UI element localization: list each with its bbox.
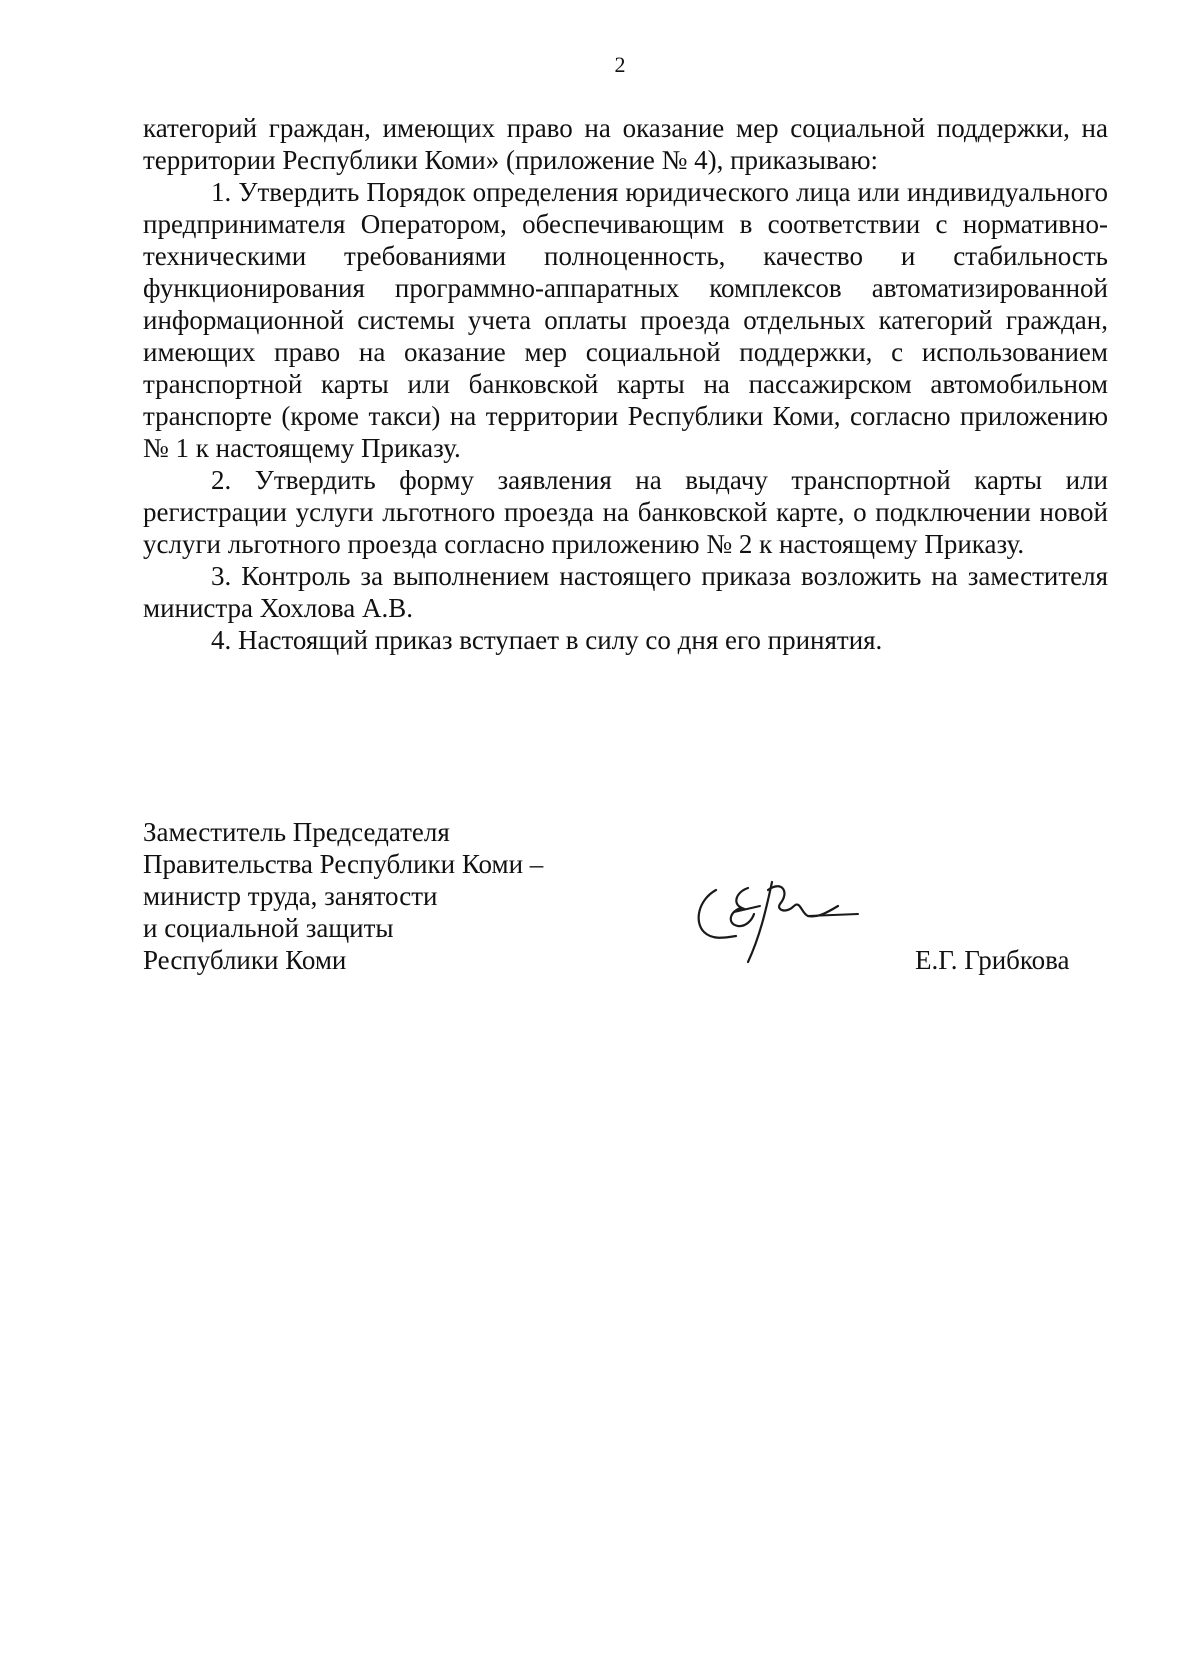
signatory-title-block — [143, 816, 543, 976]
signatory-title-line: Правительства Республики Коми – — [143, 849, 544, 879]
signatory-title-line: министр труда, занятости — [143, 881, 438, 911]
paragraph-item-1: 1. Утвердить Порядок определения юридического лица или индивидуального предпринимателя Оператором, обеспечивающим в соответствии с нормативно-техническими требованиями полноценность, качество и стабильность функционирования программно-аппаратных комплексов автоматизированной информационной системы учета оплаты проезда отдельных категорий граждан, имеющих право на оказание мер социальной поддержки, с использованием транспортной карты или банковской карты на пассажирском автомобильном транспорте (кроме такси) на территории Республики Коми, согласно приложению № 1 к настоящему Приказу. — [143, 177, 1108, 463]
document-body — [143, 112, 1108, 656]
signatory-title-line: и социальной защиты — [143, 913, 394, 943]
paragraph-item-4: 4. Настоящий приказ вступает в силу со дня его принятия. — [211, 625, 883, 655]
signatory-title-line: Республики Коми — [143, 945, 347, 975]
page-number: 2 — [614, 52, 626, 77]
signatory-title-line: Заместитель Председателя — [143, 817, 450, 847]
paragraph-item-2: 2. Утвердить форму заявления на выдачу транспортной карты или регистрации услуги льготного проезда на банковской карте, о подключении новой услуги льготного проезда согласно приложению № 2 к настоящему Приказу. — [143, 465, 1108, 559]
paragraph-intro-continuation: категорий граждан, имеющих право на оказание мер социальной поддержки, на территории Республики Коми» (приложение № 4), приказываю: — [143, 113, 1108, 175]
handwritten-signature — [690, 870, 860, 970]
paragraph-item-3: 3. Контроль за выполнением настоящего приказа возложить на заместителя министра Хохлова А.В. — [143, 561, 1108, 623]
signatory-name: Е.Г. Грибкова — [915, 945, 1070, 975]
